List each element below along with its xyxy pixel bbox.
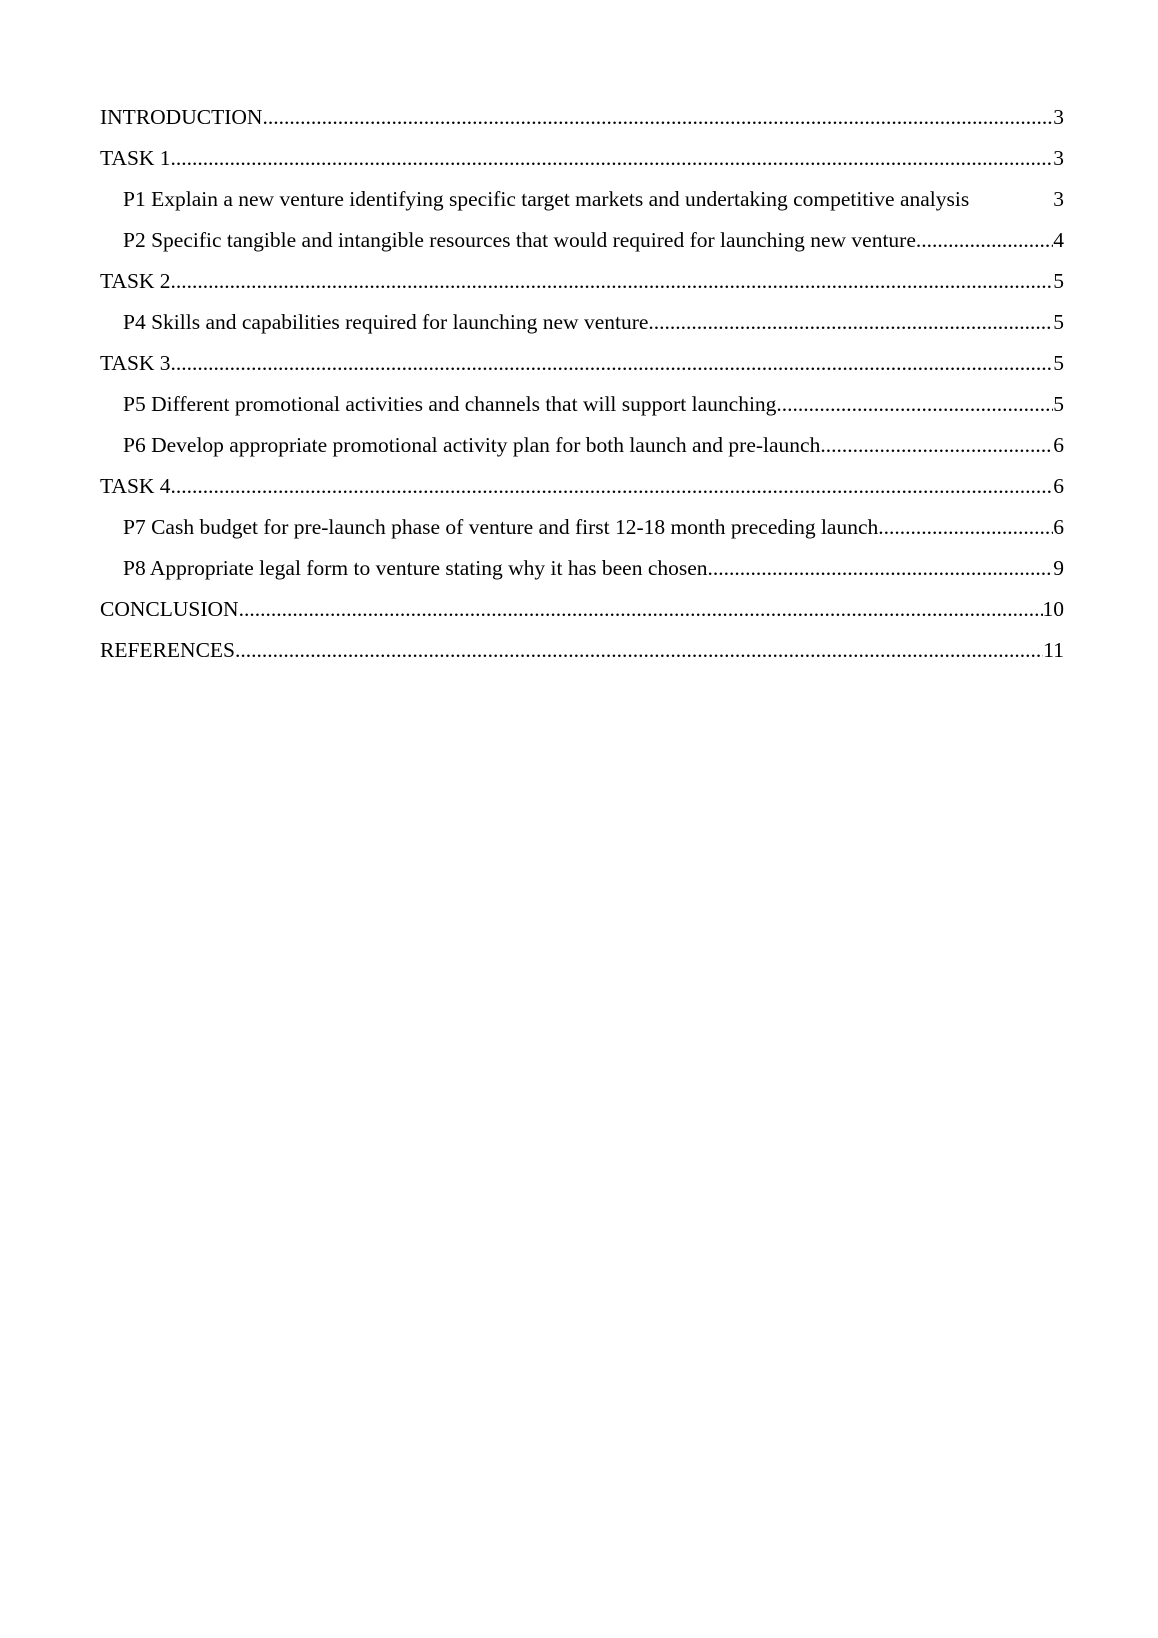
toc-dot-leader — [171, 466, 1054, 507]
toc-entry-p8[interactable] — [100, 548, 1064, 589]
toc-entry-task-1[interactable] — [100, 138, 1064, 179]
toc-entry-label: REFERENCES — [100, 638, 235, 662]
toc-page-number: 6 — [1053, 474, 1064, 498]
toc-entry-p1[interactable] — [100, 179, 1064, 220]
toc-page-number: 5 — [1053, 351, 1064, 375]
toc-entry-p4[interactable] — [100, 302, 1064, 343]
toc-dot-leader — [776, 384, 1053, 425]
toc-entry-label: P5 Different promotional activities and channels that will support launching — [123, 392, 777, 416]
toc-dot-leader — [820, 425, 1053, 466]
toc-entry-label: TASK 2 — [100, 269, 171, 293]
toc-entry-label: P1 Explain a new venture identifying specific target markets and undertaking competitive analysis — [123, 187, 970, 211]
toc-page-number: 9 — [1053, 556, 1064, 580]
toc-page-number: 3 — [1053, 105, 1064, 129]
toc-page-number: 10 — [1042, 597, 1064, 621]
toc-entry-p2[interactable] — [100, 220, 1064, 261]
table-of-contents — [100, 97, 1064, 671]
toc-page-number: 5 — [1053, 310, 1064, 334]
toc-entry-p6[interactable] — [100, 425, 1064, 466]
toc-entry-label: P4 Skills and capabilities required for launching new venture — [123, 310, 649, 334]
toc-dot-leader — [916, 220, 1053, 261]
toc-entry-label: TASK 4 — [100, 474, 171, 498]
toc-entry-label: P8 Appropriate legal form to venture stating why it has been chosen — [123, 556, 708, 580]
toc-dot-leader — [878, 507, 1053, 548]
toc-page-number: 5 — [1053, 269, 1064, 293]
toc-entry-label: TASK 3 — [100, 351, 171, 375]
toc-dot-leader — [171, 261, 1054, 302]
toc-page-number: 5 — [1053, 392, 1064, 416]
toc-page-number: 3 — [1053, 146, 1064, 170]
toc-page-number: 6 — [1053, 433, 1064, 457]
toc-dot-leader — [171, 138, 1054, 179]
toc-entry-label: P7 Cash budget for pre-launch phase of venture and first 12-18 month preceding launch — [123, 515, 879, 539]
toc-entry-label: TASK 1 — [100, 146, 171, 170]
toc-entry-p5[interactable] — [100, 384, 1064, 425]
toc-entry-task-3[interactable] — [100, 343, 1064, 384]
toc-entry-introduction[interactable] — [100, 97, 1064, 138]
toc-dot-leader — [708, 548, 1054, 589]
toc-entry-task-4[interactable] — [100, 466, 1064, 507]
toc-entry-task-2[interactable] — [100, 261, 1064, 302]
toc-entry-label: P6 Develop appropriate promotional activity plan for both launch and pre-launch — [123, 433, 821, 457]
toc-dot-leader — [239, 589, 1043, 630]
toc-dot-leader — [262, 97, 1053, 138]
toc-page-number: 11 — [1043, 638, 1064, 662]
toc-dot-leader — [235, 630, 1043, 671]
toc-entry-label: INTRODUCTION — [100, 105, 263, 129]
toc-entry-p7[interactable] — [100, 507, 1064, 548]
toc-entry-label: CONCLUSION — [100, 597, 239, 621]
toc-entry-label: P2 Specific tangible and intangible resources that would required for launching new venture — [123, 228, 916, 252]
toc-page-number: 6 — [1053, 515, 1064, 539]
toc-entry-references[interactable] — [100, 630, 1064, 671]
toc-dot-leader — [171, 343, 1054, 384]
toc-dot-leader — [648, 302, 1053, 343]
toc-entry-conclusion[interactable] — [100, 589, 1064, 630]
toc-page-number: 4 — [1053, 228, 1064, 252]
toc-page-number: 3 — [1053, 187, 1064, 211]
